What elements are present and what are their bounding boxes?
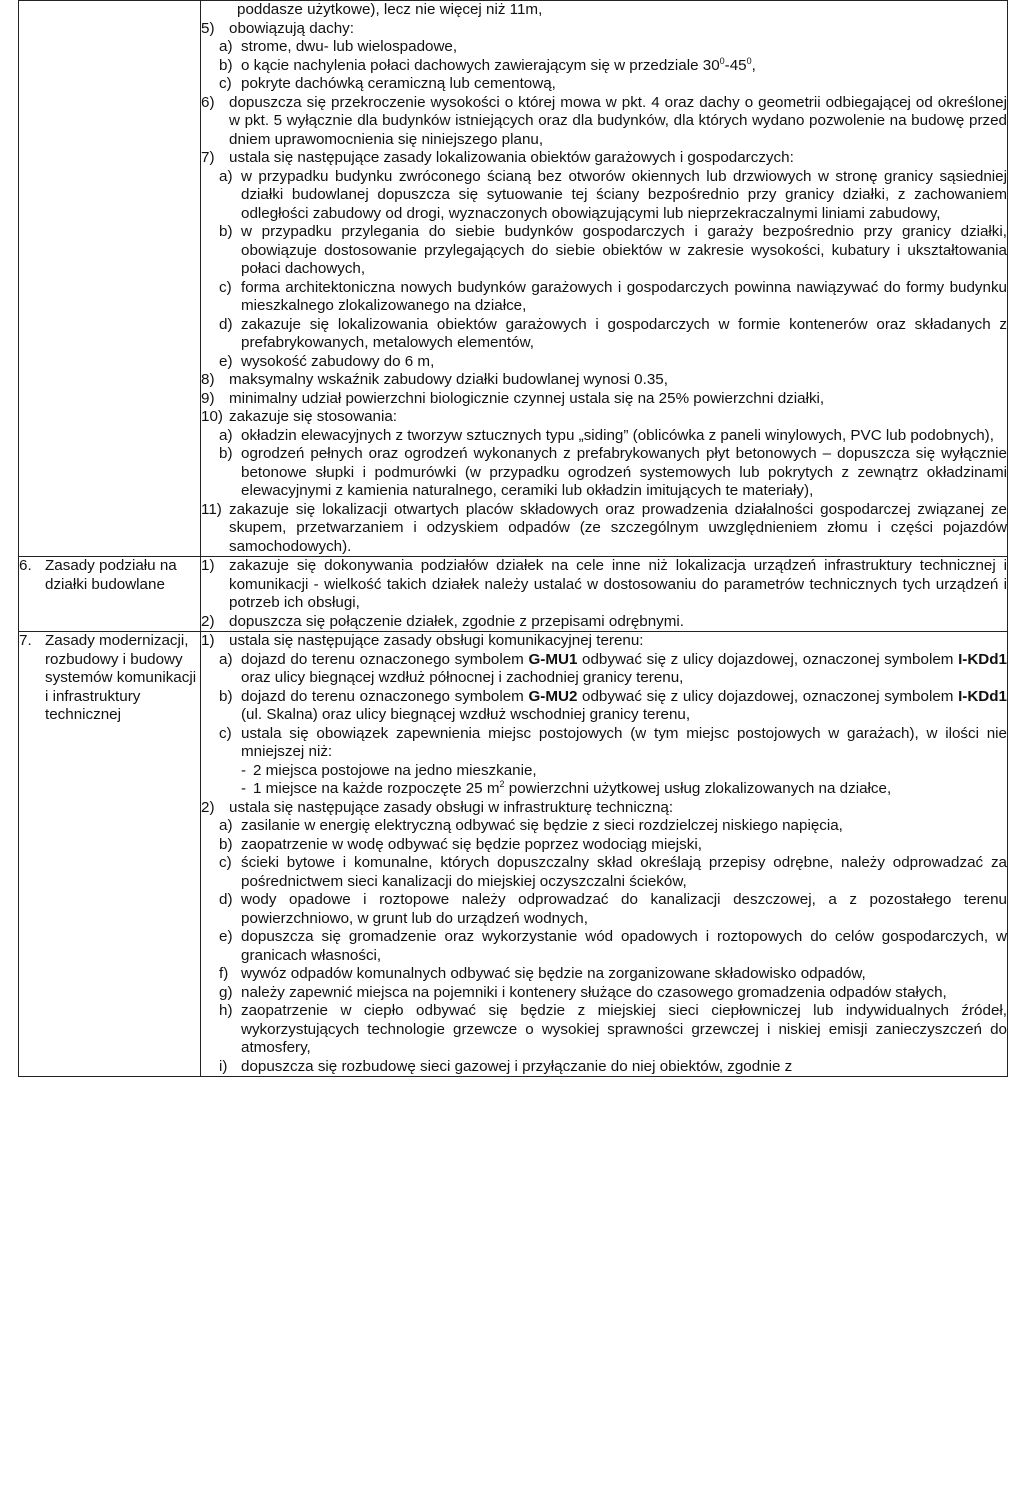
sub-item — [219, 427, 1007, 446]
item-number: 1) — [201, 557, 215, 574]
row-content — [201, 557, 1008, 632]
dash-marker: - — [241, 761, 247, 779]
sub-item — [219, 57, 1007, 76]
sub-letter: a) — [219, 650, 233, 668]
row-label-empty — [19, 1, 201, 557]
superscript: 2 — [499, 778, 505, 789]
sub-item — [219, 965, 1007, 984]
sub-letter: e) — [219, 352, 233, 370]
row-label — [19, 632, 201, 1077]
item-text: zakazuje się lokalizacji otwartych placów składowych oraz prowadzenia działalności gospodarczej związanej ze skupem, przetwarzaniem i odzyskiem odpadów (ze szczególnym uwzględnieniem złomu i części pojazdów samochodowych). — [229, 500, 1007, 555]
sub-text-part: odbywać się z ulicy dojazdowej, oznaczonej symbolem — [577, 687, 959, 705]
row-label-number: 7. — [19, 632, 32, 649]
sub-letter: c) — [219, 724, 232, 742]
superscript: 0 — [719, 55, 725, 66]
row-label-text: Zasady modernizacji, rozbudowy i budowy systemów komunikacji i infrastruktury technicznej — [45, 632, 197, 723]
document-page — [18, 0, 1008, 1487]
list-item — [201, 94, 1007, 150]
dash-item — [241, 762, 1007, 781]
dash-text — [253, 780, 1007, 799]
sub-text: dopuszcza się rozbudowę sieci gazowej i przyłączanie do niej obiektów, zgodnie z — [241, 1057, 793, 1075]
sub-letter: a) — [219, 426, 233, 444]
sub-item — [219, 725, 1007, 762]
sub-text: zaopatrzenie w wodę odbywać się będzie poprzez wodociąg miejski, — [241, 835, 702, 853]
sub-text: zaopatrzenie w ciepło odbywać się będzie z miejskiej sieci ciepłowniczej lub indywidualnych źródeł, wykorzystujących technologie grzewcze o wysokiej sprawności grzewczej i niskiej emisji zanieczyszczeń do atmosfery, — [241, 1002, 1007, 1056]
sub-letter: b) — [219, 687, 233, 705]
sub-item — [219, 38, 1007, 57]
sub-text: okładzin elewacyjnych z tworzyw sztucznych typu „siding” (oblicówka z paneli winylowych, PVC lub podobnych), — [241, 426, 994, 444]
sub-letter: b) — [219, 445, 233, 462]
sub-text — [241, 57, 1007, 76]
sub-letter: c) — [219, 854, 232, 871]
sub-text: dopuszcza się gromadzenie oraz wykorzystanie wód opadowych i roztopowych do celów gospodarczych, w granicach własności, — [241, 928, 1007, 964]
sub-item — [219, 836, 1007, 855]
item-number: 10) — [201, 408, 223, 425]
sub-item — [219, 891, 1007, 928]
item-text: dopuszcza się połączenie działek, zgodnie z przepisami odrębnymi. — [229, 612, 685, 630]
item-number: 9) — [201, 389, 215, 407]
item-number: 5) — [201, 19, 215, 37]
sub-letter: b) — [219, 835, 233, 853]
item-number: 2) — [201, 798, 215, 816]
dash-text-part: powierzchni użytkowej usług zlokalizowanych na działce, — [504, 780, 892, 797]
sub-item — [219, 854, 1007, 891]
sub-text-part: dojazd do terenu oznaczonego symbolem — [241, 687, 529, 705]
row-label — [19, 557, 201, 632]
continuation-text: poddasze użytkowe), lecz nie więcej niż 11m, — [237, 1, 543, 18]
sub-text-part: dojazd do terenu oznaczonego symbolem — [241, 650, 529, 668]
sub-text: w przypadku przylegania do siebie budynków gospodarczych i garaży bezpośrednio przy granicy działki, obowiązuje dostosowanie przylegających do siebie obiektów w zakresie wysokości, kubatury i ukształtowania połaci dachowych, — [241, 223, 1007, 277]
list-item — [201, 632, 1007, 651]
sub-text — [241, 651, 1007, 688]
sub-letter: c) — [219, 75, 232, 92]
sub-text: ścieki bytowe i komunalne, których dopuszczalny skład określają przepisy odrębne, należy odprowadzać za pośrednictwem sieci kanalizacji do miejskiej oczyszczalni ścieków, — [241, 854, 1007, 890]
sub-item — [219, 353, 1007, 372]
sub-letter: b) — [219, 56, 233, 74]
item-text: ustala się następujące zasady obsługi komunikacyjnej terenu: — [229, 632, 644, 649]
sub-letter: f) — [219, 965, 229, 982]
sub-letter: a) — [219, 167, 233, 185]
list-item — [201, 390, 1007, 409]
sub-item — [219, 223, 1007, 279]
regulations-table — [18, 0, 1008, 1077]
item-number: 6) — [201, 93, 215, 111]
dash-marker: - — [241, 780, 247, 797]
sub-letter: d) — [219, 891, 233, 908]
item-text: minimalny udział powierzchni biologicznie czynnej ustala się na 25% powierzchni działki, — [229, 389, 825, 407]
sub-text: wywóz odpadów komunalnych odbywać się będzie na zorganizowane składowisko odpadów, — [241, 965, 866, 982]
item-text: zakazuje się dokonywania podziałów działek na cele inne niż lokalizacja urządzeń infrastruktury technicznej i komunikacji - wielkość takich działek należy ustalać w dostosowaniu do parametrów technicznych tych urządzeń i potrzeb ich obsługi, — [229, 557, 1007, 611]
item-number: 2) — [201, 612, 215, 630]
list-item — [201, 408, 1007, 427]
sub-letter: a) — [219, 38, 233, 55]
table-row — [19, 1, 1008, 557]
sub-text: w przypadku budynku zwróconego ścianą bez otworów okiennych lub drzwiowych w stronę granicy sąsiedniej działki budowlanej dopuszcza się sytuowanie tej ściany bezpośrednio przy granicy działki, z zachowaniem odległości zabudowy od drogi, wyznaczonych obowiązującymi lub nieprzekraczalnymi liniami zabudowy, — [241, 167, 1007, 222]
item-number: 8) — [201, 371, 215, 388]
sub-text: wysokość zabudowy do 6 m, — [241, 352, 435, 370]
superscript: 0 — [746, 55, 752, 66]
sub-text: forma architektoniczna nowych budynków garażowych i gospodarczych powinna nawiązywać do formy budynku mieszkalnego zlokalizowanego na działce, — [241, 278, 1007, 314]
item-text: maksymalny wskaźnik zabudowy działki budowlanej wynosi 0.35, — [229, 371, 668, 388]
sub-text: zakazuje się lokalizowania obiektów garażowych i gospodarczych w formie kontenerów oraz składanych z prefabrykowanych, metalowych elementów, — [241, 315, 1007, 351]
sub-letter: e) — [219, 928, 233, 945]
sub-text: wody opadowe i roztopowe należy odprowadzać do kanalizacji deszczowej, a z pozostałego terenu powierzchniowo, w grunt lub do urządzeń wodnych, — [241, 891, 1007, 927]
sub-letter: h) — [219, 1002, 233, 1019]
sub-text-part: o kącie nachylenia połaci dachowych zawierającym się w przedziale 30 — [241, 56, 720, 74]
row-label-text: Zasady podziału na działki budowlane — [45, 557, 177, 593]
sub-text: ogrodzeń pełnych oraz ogrodzeń wykonanych z prefabrykowanych płyt betonowych – dopuszcza się wyłącznie betonowe słupki i podmurówki (w przypadku ogrodzeń systemowych lub pokrytych z zewnątrz okładzinami elewacyjnymi z kamienia naturalnego, ceramiki lub okładzin imitujących te materiały), — [241, 445, 1007, 499]
item-text: zakazuje się stosowania: — [229, 408, 397, 425]
item-number: 1) — [201, 632, 215, 649]
dash-item — [241, 780, 1007, 799]
road-symbol: I-KDd1 — [958, 687, 1007, 705]
row-content — [201, 632, 1008, 1077]
sub-text: strome, dwu- lub wielospadowe, — [241, 38, 458, 55]
road-symbol: I-KDd1 — [958, 650, 1007, 668]
sub-text: ustala się obowiązek zapewnienia miejsc postojowych (w tym miejsc postojowych w garażach), w ilości nie mniejszej niż: — [241, 724, 1007, 760]
sub-item — [219, 168, 1007, 224]
sub-item — [219, 984, 1007, 1003]
sub-letter: i) — [219, 1057, 228, 1075]
item-number: 7) — [201, 149, 215, 166]
sub-item — [219, 688, 1007, 725]
zone-symbol: G-MU2 — [528, 687, 578, 705]
list-item — [201, 371, 1007, 390]
sub-text-part: (ul. Skalna) oraz ulicy biegnącej wzdłuż wschodniej granicy terenu, — [241, 706, 691, 723]
item-text: ustala się następujące zasady obsługi w infrastrukturę techniczną: — [229, 798, 674, 816]
sub-item — [219, 1002, 1007, 1058]
list-item — [201, 799, 1007, 818]
sub-text-part: odbywać się z ulicy dojazdowej, oznaczonej symbolem — [577, 650, 959, 668]
sub-letter: d) — [219, 315, 233, 333]
list-item — [201, 149, 1007, 168]
sub-item — [219, 817, 1007, 836]
sub-item — [219, 1058, 1007, 1077]
sub-text — [241, 688, 1007, 725]
sub-text-part: -45 — [724, 56, 747, 74]
sub-letter: g) — [219, 983, 233, 1001]
sub-text: pokryte dachówką ceramiczną lub cementową, — [241, 75, 556, 92]
sub-text-part: , — [751, 56, 756, 74]
table-row — [19, 632, 1008, 1077]
sub-letter: c) — [219, 278, 232, 296]
table-row — [19, 557, 1008, 632]
dash-text-part: 1 miejsce na każde rozpoczęte 25 m — [253, 780, 500, 797]
item-text: dopuszcza się przekroczenie wysokości o której mowa w pkt. 4 oraz dachy o geometrii odbiegającej od określonej w pkt. 5 wyłącznie dla budynków istniejących oraz dla budynków, dla których wydano pozwolenie na budowę przed dniem uprawomocnienia się niniejszego planu, — [229, 93, 1007, 148]
row-content — [201, 1, 1008, 557]
item-number: 11) — [201, 500, 222, 518]
list-item — [201, 557, 1007, 613]
sub-item — [219, 316, 1007, 353]
item-text: ustala się następujące zasady lokalizowania obiektów garażowych i gospodarczych: — [229, 149, 794, 166]
item-text: obowiązują dachy: — [229, 19, 354, 37]
sub-item — [219, 279, 1007, 316]
sub-letter: b) — [219, 223, 233, 240]
list-item — [201, 613, 1007, 632]
sub-item — [219, 928, 1007, 965]
sub-item — [219, 445, 1007, 501]
sub-item — [219, 75, 1007, 94]
sub-text-part: oraz ulicy biegnącej wzdłuż północnej i zachodniej granicy terenu, — [241, 669, 684, 686]
sub-text: należy zapewnić miejsca na pojemniki i kontenery służące do czasowego gromadzenia odpadów stałych, — [241, 983, 947, 1001]
list-item — [201, 20, 1007, 39]
zone-symbol: G-MU1 — [528, 650, 578, 668]
list-item — [201, 501, 1007, 557]
sub-text: zasilanie w energię elektryczną odbywać się będzie z sieci rozdzielczej niskiego napięcia, — [241, 817, 843, 834]
sub-letter: a) — [219, 817, 233, 834]
dash-text: 2 miejsca postojowe na jedno mieszkanie, — [253, 761, 537, 779]
sub-item — [219, 651, 1007, 688]
row-label-number: 6. — [19, 557, 32, 574]
